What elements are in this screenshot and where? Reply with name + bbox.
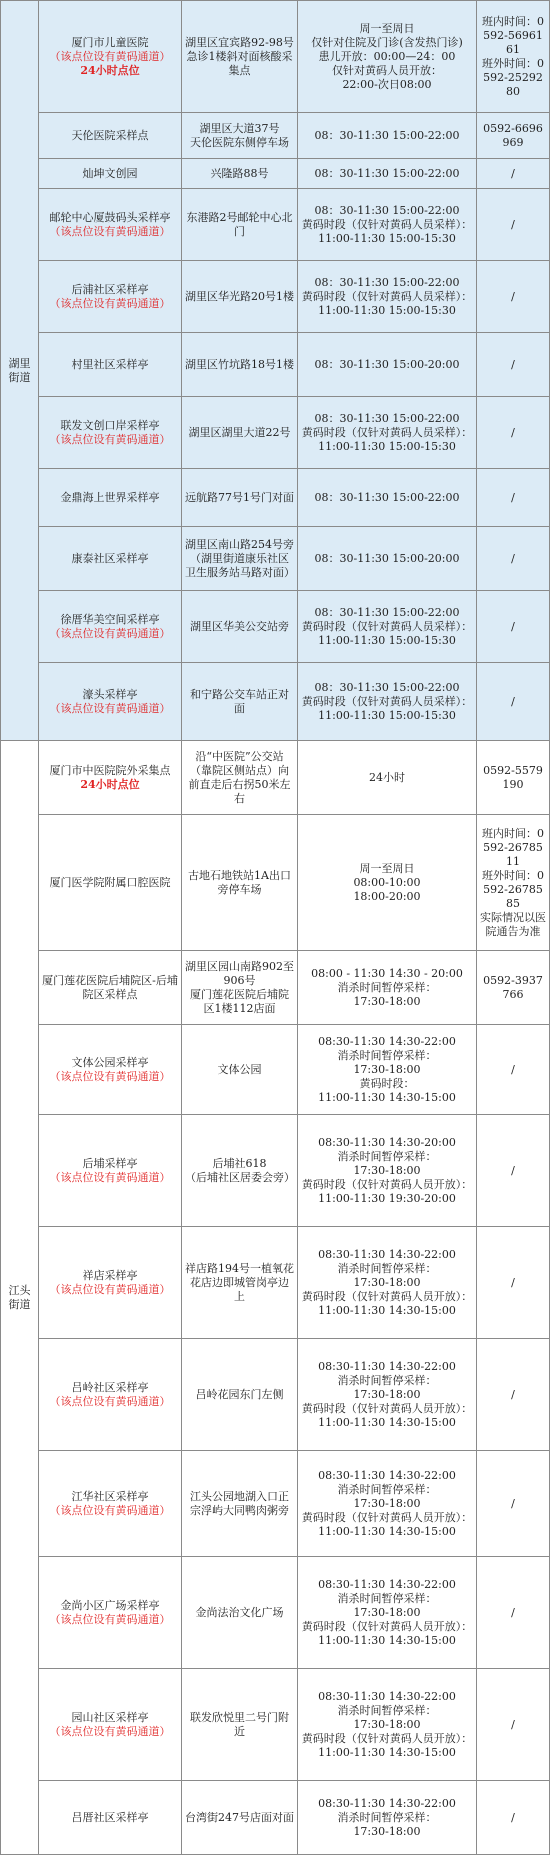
site-name-cell	[39, 261, 182, 333]
text-line: 08:30-11:30 14:30-22:00	[318, 1468, 456, 1482]
site-name-cell	[39, 1557, 182, 1669]
phone-cell	[477, 1451, 550, 1557]
site-name: 康泰社区采样亭	[71, 551, 149, 565]
site-name: 村里社区采样亭	[71, 357, 149, 371]
address-cell	[182, 1557, 298, 1669]
street-name-cell: 江头街道	[1, 741, 39, 1855]
text-line: 黄码时段（仅针对黄码人员开放）：	[301, 1401, 473, 1415]
text-line: 消杀时间暂停采样：	[337, 1373, 437, 1387]
hours-cell	[298, 189, 477, 261]
text-line: 班外时间：0592-2529280	[482, 56, 544, 98]
text-line: 湖里区宜宾路92-98号	[185, 35, 294, 49]
site-name: 厦门市儿童医院	[71, 35, 149, 49]
address-cell	[182, 113, 298, 159]
address-cell	[182, 189, 298, 261]
site-name: 江华社区采样亭	[71, 1489, 149, 1503]
phone-cell	[477, 663, 550, 741]
text-line: 08：30-11:30 15:00-20:00	[314, 551, 460, 565]
text-line: /	[511, 1717, 515, 1731]
text-line: 厦门莲花医院后埔院区1楼112店面	[190, 987, 289, 1015]
text-line: /	[511, 1275, 515, 1289]
yellow-code-note: （该点位设有黄码通道）	[49, 1394, 171, 1408]
address-cell	[182, 469, 298, 527]
text-line: 仅针对黄码人员开放：	[332, 63, 442, 77]
text-line: 08：30-11:30 15:00-22:00	[314, 411, 460, 425]
text-line: 黄码时段（仅针对黄码人员开放）：	[301, 1619, 473, 1633]
address-cell	[182, 815, 298, 951]
address-cell	[182, 1227, 298, 1339]
text-line: /	[511, 217, 515, 231]
text-line: 08：30-11:30 15:00-22:00	[314, 203, 460, 217]
table-row	[1, 113, 550, 159]
text-line: 08：30-11:30 15:00-22:00	[314, 166, 460, 180]
address-cell	[182, 663, 298, 741]
yellow-code-note: （该点位设有黄码通道）	[49, 1503, 171, 1517]
hours-cell	[298, 1, 477, 113]
site-name: 金尚小区广场采样亭	[60, 1598, 160, 1612]
site-name: 后浦社区采样亭	[71, 282, 149, 296]
text-line: 消杀时间暂停采样：	[337, 1482, 437, 1496]
text-line: 祥店路194号一植氧花花店边即城管岗亭边上	[185, 1261, 294, 1303]
phone-cell	[477, 469, 550, 527]
text-line: 11:00-11:30 14:30-15:00	[318, 1090, 456, 1104]
site-name-cell	[39, 159, 182, 189]
text-line: （后埔社区居委会旁）	[185, 1170, 295, 1184]
address-cell	[182, 1669, 298, 1781]
site-name: 园山社区采样亭	[71, 1710, 149, 1724]
text-line: 24小时	[369, 770, 405, 784]
site-name-cell	[39, 1025, 182, 1115]
text-line: 11:00-11:30 15:00-15:30	[318, 303, 456, 317]
table-row	[1, 1451, 550, 1557]
yellow-code-note: （该点位设有黄码通道）	[49, 701, 171, 715]
phone-cell	[477, 397, 550, 469]
text-line: 江头公园地湖入口正宗浮屿大同鸭肉粥旁	[190, 1489, 289, 1517]
hours-cell	[298, 113, 477, 159]
site-name: 吕岭社区采样亭	[71, 1380, 149, 1394]
text-line: 08：30-11:30 15:00-22:00	[314, 680, 460, 694]
text-line: 11:00-11:30 15:00-15:30	[318, 439, 456, 453]
text-line: 08:30-11:30 14:30-22:00	[318, 1359, 456, 1373]
street-group-huli	[1, 1, 550, 741]
hours-cell	[298, 1669, 477, 1781]
hours-cell	[298, 1451, 477, 1557]
site-name-cell	[39, 333, 182, 397]
table-row	[1, 741, 550, 815]
text-line: 湖里区湖里大道22号	[188, 425, 291, 439]
text-line: 消杀时间暂停采样：	[337, 1149, 437, 1163]
phone-cell	[477, 591, 550, 663]
text-line: 08:30-11:30 14:30-22:00	[318, 1247, 456, 1261]
table-row	[1, 591, 550, 663]
table-row	[1, 815, 550, 951]
text-line: 周一至周日	[359, 861, 415, 875]
text-line: 08：30-11:30 15:00-22:00	[314, 490, 460, 504]
text-line: 黄码时段（仅针对黄码人员开放）：	[301, 1177, 473, 1191]
text-line: 18:00-20:00	[353, 889, 421, 903]
text-line: 实际情况以医院通告为准	[480, 910, 546, 938]
site-name: 厦门市中医院院外采集点	[49, 763, 171, 777]
site-name: 濠头采样亭	[82, 687, 138, 701]
table-row	[1, 159, 550, 189]
text-line: 班内时间：0592-5696161	[482, 14, 544, 56]
text-line: 11:00-11:30 19:30-20:00	[318, 1191, 456, 1205]
hours-cell	[298, 591, 477, 663]
phone-cell	[477, 1339, 550, 1451]
hours-cell	[298, 951, 477, 1025]
site-name-cell	[39, 113, 182, 159]
text-line: /	[511, 490, 515, 504]
text-line: /	[511, 694, 515, 708]
table-row	[1, 1781, 550, 1855]
text-line: 台湾街247号店面对面	[185, 1810, 294, 1824]
table-row	[1, 1025, 550, 1115]
text-line: 08:30-11:30 14:30-20:00	[318, 1135, 456, 1149]
text-line: 0592-5579190	[483, 763, 543, 791]
phone-cell	[477, 1115, 550, 1227]
hours-cell	[298, 333, 477, 397]
phone-cell	[477, 741, 550, 815]
text-line: 17:30-18:00	[353, 1387, 421, 1401]
street-group-jiangtou	[1, 741, 550, 1855]
text-line: 兴隆路88号	[210, 166, 269, 180]
text-line: /	[511, 1387, 515, 1401]
text-line: 11:00-11:30 15:00-15:30	[318, 633, 456, 647]
text-line: 17:30-18:00	[353, 994, 421, 1008]
site-name-cell	[39, 1115, 182, 1227]
address-cell	[182, 951, 298, 1025]
all-day-badge: 24小时点位	[80, 777, 140, 791]
text-line: 黄码时段（仅针对黄码人员采样）：	[301, 289, 473, 303]
text-line: /	[511, 1810, 515, 1824]
text-line: 22:00-次日08:00	[342, 77, 432, 91]
site-name: 厦门医学院附属口腔医院	[49, 875, 171, 889]
text-line: 黄码时段（仅针对黄码人员采样）：	[301, 425, 473, 439]
text-line: 17:30-18:00	[353, 1824, 421, 1838]
table-row	[1, 951, 550, 1025]
site-name-cell	[39, 527, 182, 591]
text-line: 11:00-11:30 15:00-15:30	[318, 231, 456, 245]
hours-cell	[298, 527, 477, 591]
phone-cell	[477, 1025, 550, 1115]
text-line: 东港路2号邮轮中心北门	[186, 210, 293, 238]
text-line: /	[511, 289, 515, 303]
text-line: 0592-6696969	[483, 121, 543, 149]
table-row	[1, 1669, 550, 1781]
address-cell	[182, 1339, 298, 1451]
text-line: 文体公园	[217, 1062, 262, 1076]
text-line: 11:00-11:30 14:30-15:00	[318, 1303, 456, 1317]
text-line: 消杀时间暂停采样：	[337, 1591, 437, 1605]
text-line: 08:30-11:30 14:30-22:00	[318, 1796, 456, 1810]
text-line: 吕岭花园东门左侧	[195, 1387, 284, 1401]
hours-cell	[298, 1339, 477, 1451]
text-line: 患儿开放：00:00—24：00	[318, 49, 456, 63]
table-row	[1, 189, 550, 261]
address-cell	[182, 741, 298, 815]
text-line: 湖里区南山路254号旁（湖里街道康乐社区卫生服务站马路对面）	[185, 537, 295, 579]
site-name: 灿坤文创园	[82, 166, 138, 180]
site-name-cell	[39, 397, 182, 469]
text-line: 仅针对住院及门诊(含发热门诊)	[311, 35, 463, 49]
text-line: 班外时间：0592-2678585	[482, 868, 544, 910]
text-line: 17:30-18:00	[353, 1062, 421, 1076]
phone-cell	[477, 1557, 550, 1669]
site-name: 吕厝社区采样亭	[71, 1810, 149, 1824]
hours-cell	[298, 1781, 477, 1855]
phone-cell	[477, 527, 550, 591]
site-name-cell	[39, 1669, 182, 1781]
text-line: 08:00-10:00	[353, 875, 421, 889]
yellow-code-note: （该点位设有黄码通道）	[49, 224, 171, 238]
street-name-cell: 湖里街道	[1, 1, 39, 741]
table-row	[1, 663, 550, 741]
text-line: 11:00-11:30 15:00-15:30	[318, 708, 456, 722]
site-name: 天伦医院采样点	[71, 128, 149, 142]
site-name: 徐厝华美空间采样亭	[60, 612, 160, 626]
hours-cell	[298, 815, 477, 951]
text-line: 周一至周日	[359, 21, 415, 35]
phone-cell	[477, 1227, 550, 1339]
hours-cell	[298, 1025, 477, 1115]
text-line: 湖里区华美公交站旁	[190, 619, 289, 633]
address-cell	[182, 1451, 298, 1557]
site-name: 邮轮中心厦鼓码头采样亭	[49, 210, 171, 224]
text-line: 0592-3937766	[483, 973, 543, 1001]
site-name-cell	[39, 951, 182, 1025]
text-line: 17:30-18:00	[353, 1496, 421, 1510]
phone-cell	[477, 1781, 550, 1855]
text-line: 08:00 - 11:30 14:30 - 20:00	[311, 966, 463, 980]
table-row	[1, 1227, 550, 1339]
yellow-code-note: （该点位设有黄码通道）	[49, 432, 171, 446]
address-cell	[182, 1, 298, 113]
text-line: 消杀时间暂停采样：	[337, 1703, 437, 1717]
text-line: 湖里区园山南路902至906号	[185, 959, 294, 987]
hours-cell	[298, 1227, 477, 1339]
site-name-cell	[39, 469, 182, 527]
text-line: 消杀时间暂停采样：	[337, 980, 437, 994]
site-name-cell	[39, 591, 182, 663]
text-line: /	[511, 1496, 515, 1510]
text-line: 沿“中医院”公交站（靠院区侧站点）向前直走后右拐50米左右	[188, 749, 291, 805]
address-cell	[182, 1115, 298, 1227]
text-line: 08：30-11:30 15:00-20:00	[314, 357, 460, 371]
hours-cell	[298, 741, 477, 815]
address-cell	[182, 261, 298, 333]
text-line: 08:30-11:30 14:30-22:00	[318, 1034, 456, 1048]
text-line: 急诊1楼斜对面核酸采集点	[186, 49, 293, 77]
phone-cell	[477, 189, 550, 261]
text-line: /	[511, 425, 515, 439]
site-name: 厦门莲花医院后埔院区-后埔院区采样点	[42, 973, 178, 1001]
yellow-code-note: （该点位设有黄码通道）	[49, 1170, 171, 1184]
yellow-code-note: （该点位设有黄码通道）	[49, 1069, 171, 1083]
site-name-cell	[39, 1227, 182, 1339]
site-name: 联发文创口岸采样亭	[60, 418, 160, 432]
site-name: 金鼎海上世界采样亭	[60, 490, 160, 504]
text-line: 17:30-18:00	[353, 1717, 421, 1731]
address-cell	[182, 159, 298, 189]
hours-cell	[298, 1557, 477, 1669]
site-name: 后埔采样亭	[82, 1156, 138, 1170]
text-line: 和宁路公交车站正对面	[190, 687, 289, 715]
site-name-cell	[39, 189, 182, 261]
text-line: 17:30-18:00	[353, 1605, 421, 1619]
yellow-code-note: （该点位设有黄码通道）	[49, 296, 171, 310]
hours-cell	[298, 1115, 477, 1227]
address-cell	[182, 397, 298, 469]
text-line: 后埔社618	[212, 1156, 267, 1170]
text-line: 黄码时段（仅针对黄码人员开放）：	[301, 1731, 473, 1745]
text-line: /	[511, 619, 515, 633]
text-line: 黄码时段（仅针对黄码人员采样）：	[301, 694, 473, 708]
phone-cell	[477, 333, 550, 397]
text-line: 08：30-11:30 15:00-22:00	[314, 275, 460, 289]
hours-cell	[298, 469, 477, 527]
text-line: 黄码时段（仅针对黄码人员开放）：	[301, 1289, 473, 1303]
text-line: 消杀时间暂停采样：	[337, 1048, 437, 1062]
text-line: 天伦医院东侧停车场	[190, 135, 289, 149]
site-name-cell	[39, 1, 182, 113]
address-cell	[182, 1025, 298, 1115]
text-line: 08：30-11:30 15:00-22:00	[314, 128, 460, 142]
text-line: /	[511, 166, 515, 180]
phone-cell	[477, 113, 550, 159]
phone-cell	[477, 951, 550, 1025]
phone-cell	[477, 815, 550, 951]
hours-cell	[298, 663, 477, 741]
text-line: /	[511, 1605, 515, 1619]
phone-cell	[477, 1, 550, 113]
table-row	[1, 397, 550, 469]
hours-cell	[298, 261, 477, 333]
text-line: 班内时间：0592-2678511	[482, 826, 544, 868]
text-line: 11:00-11:30 14:30-15:00	[318, 1524, 456, 1538]
site-name-cell	[39, 815, 182, 951]
hours-cell	[298, 159, 477, 189]
site-name: 祥店采样亭	[82, 1268, 138, 1282]
table-row	[1, 1339, 550, 1451]
text-line: 古地石地铁站1A出口旁停车场	[188, 868, 291, 896]
text-line: 11:00-11:30 14:30-15:00	[318, 1415, 456, 1429]
hours-cell	[298, 397, 477, 469]
text-line: 黄码时段（仅针对黄码人员开放）：	[301, 1510, 473, 1524]
text-line: 湖里区华光路20号1楼	[185, 289, 294, 303]
yellow-code-note: （该点位设有黄码通道）	[49, 626, 171, 640]
text-line: 金尚法治文化广场	[195, 1605, 284, 1619]
site-name-cell	[39, 1451, 182, 1557]
text-line: 联发欣悦里二号门附近	[190, 1710, 289, 1738]
text-line: 08:30-11:30 14:30-22:00	[318, 1577, 456, 1591]
text-line: 黄码时段：	[359, 1076, 415, 1090]
table-row	[1, 261, 550, 333]
address-cell	[182, 591, 298, 663]
site-name: 文体公园采样亭	[71, 1055, 149, 1069]
yellow-code-note: （该点位设有黄码通道）	[49, 1282, 171, 1296]
text-line: /	[511, 1163, 515, 1177]
text-line: /	[511, 1062, 515, 1076]
text-line: 17:30-18:00	[353, 1275, 421, 1289]
yellow-code-note: （该点位设有黄码通道）	[49, 1612, 171, 1626]
site-name-cell	[39, 663, 182, 741]
text-line: 消杀时间暂停采样：	[337, 1810, 437, 1824]
phone-cell	[477, 261, 550, 333]
text-line: 17:30-18:00	[353, 1163, 421, 1177]
text-line: 远航路77号1号门对面	[185, 490, 294, 504]
text-line: 11:00-11:30 14:30-15:00	[318, 1633, 456, 1647]
text-line: /	[511, 357, 515, 371]
address-cell	[182, 1781, 298, 1855]
yellow-code-note: （该点位设有黄码通道）	[49, 1724, 171, 1738]
table-row	[1, 333, 550, 397]
table-row	[1, 1557, 550, 1669]
address-cell	[182, 333, 298, 397]
phone-cell	[477, 159, 550, 189]
site-name-cell	[39, 1339, 182, 1451]
text-line: /	[511, 551, 515, 565]
text-line: 11:00-11:30 14:30-15:00	[318, 1745, 456, 1759]
text-line: 08:30-11:30 14:30-22:00	[318, 1689, 456, 1703]
site-name-cell	[39, 1781, 182, 1855]
table-row	[1, 1115, 550, 1227]
phone-cell	[477, 1669, 550, 1781]
yellow-code-note: （该点位设有黄码通道）	[49, 49, 171, 63]
table-row	[1, 469, 550, 527]
text-line: 湖里区竹坑路18号1楼	[185, 357, 294, 371]
site-name-cell	[39, 741, 182, 815]
text-line: 08：30-11:30 15:00-22:00	[314, 605, 460, 619]
table-row	[1, 527, 550, 591]
all-day-badge: 24小时点位	[80, 63, 140, 77]
text-line: 黄码时段（仅针对黄码人员采样）：	[301, 619, 473, 633]
text-line: 黄码时段（仅针对黄码人员采样）：	[301, 217, 473, 231]
text-line: 消杀时间暂停采样：	[337, 1261, 437, 1275]
address-cell	[182, 527, 298, 591]
text-line: 湖里区大道37号	[199, 121, 280, 135]
table-row	[1, 1, 550, 113]
